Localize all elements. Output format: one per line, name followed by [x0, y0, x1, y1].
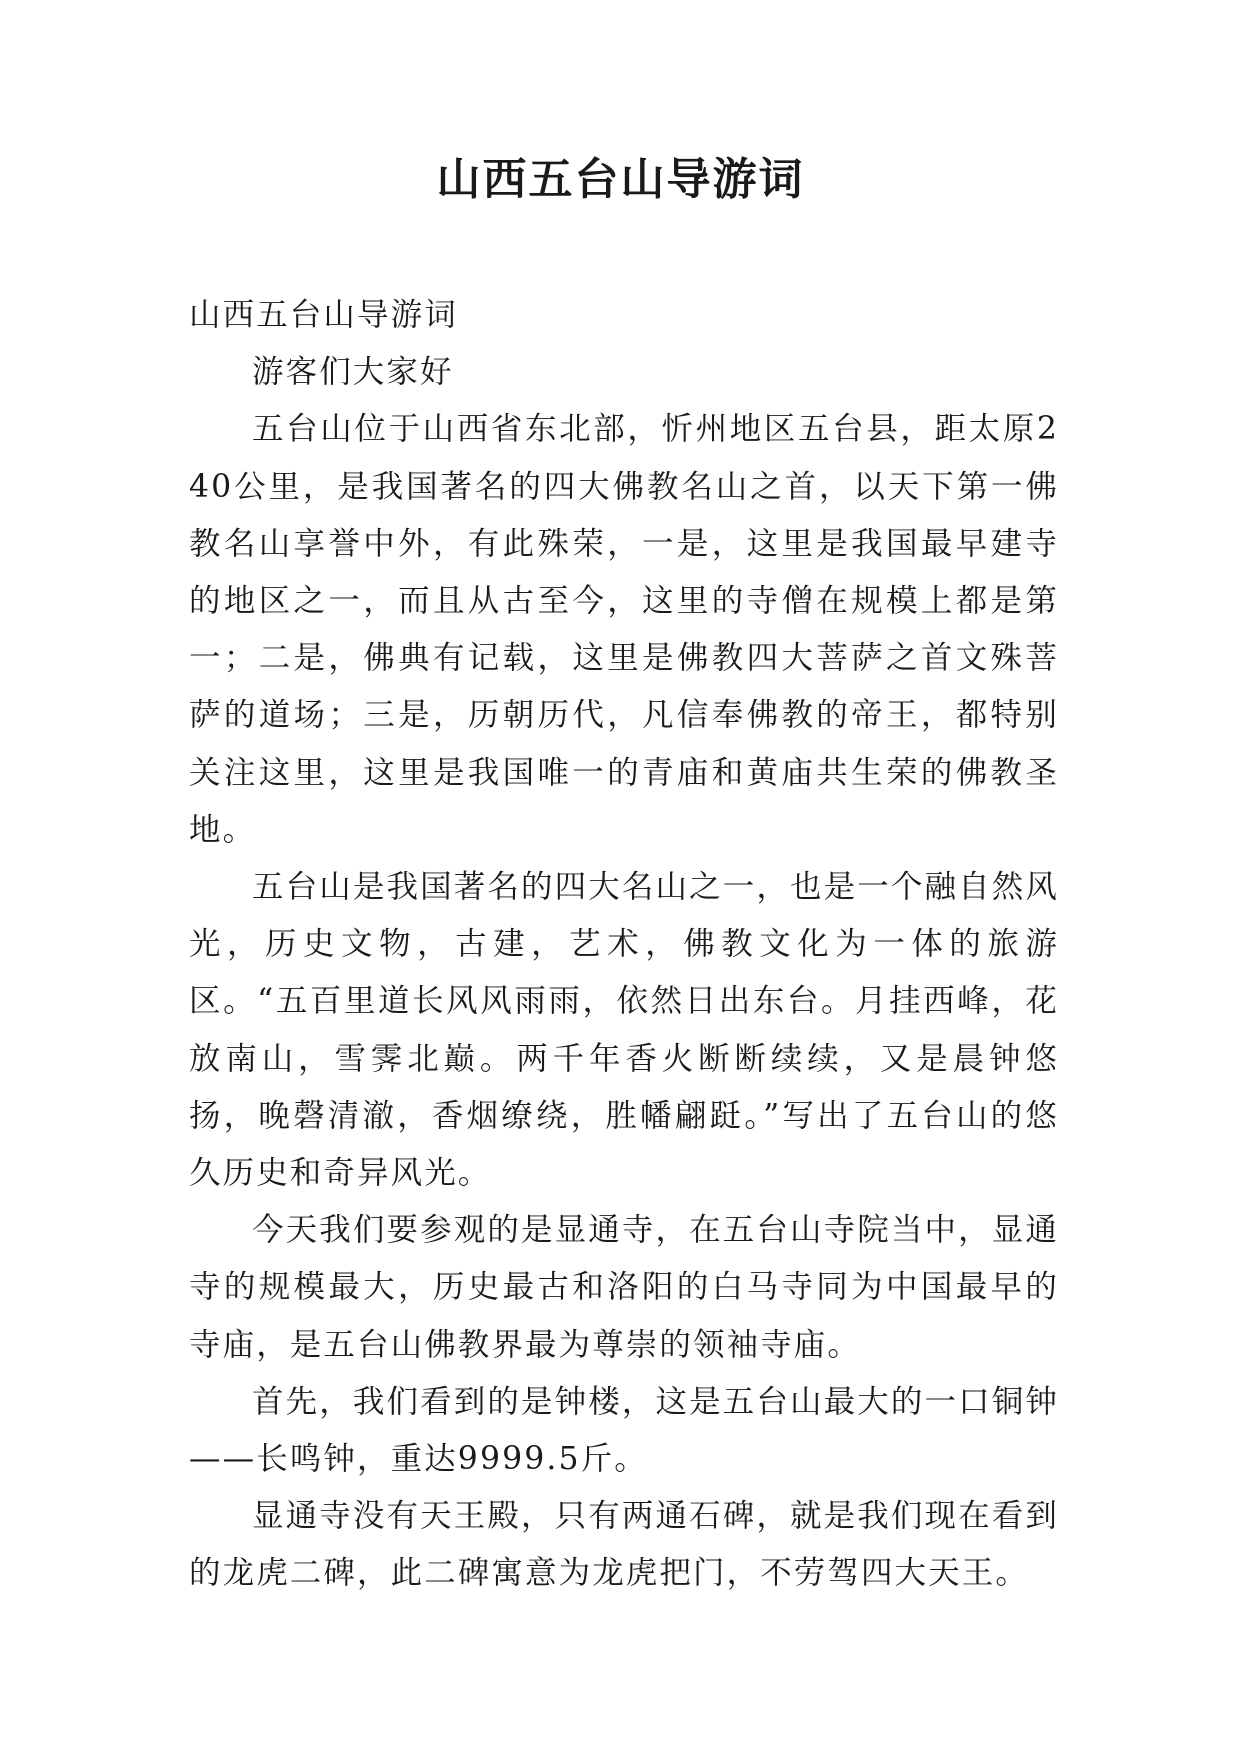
- paragraph-steles: 显通寺没有天王殿，只有两通石碑，就是我们现在看到的龙虎二碑，此二碑寓意为龙虎把门，不劳驾四大天王。: [189, 1498, 1059, 1592]
- paragraph-greeting: 游客们大家好: [252, 354, 454, 391]
- paragraph-intro: 五台山位于山西省东北部，忻州地区五台县，距太原240公里，是我国著名的四大佛教名山之首，以天下第一佛教名山享誉中外，有此殊荣，一是，这里是我国最早建寺的地区之一，而且从古至今，这里的寺僧在规模上都是第一；二是，佛典有记载，这里是佛教四大菩萨之首文殊菩萨的道场；三是，历朝历代，凡信奉佛教的帝王，都特别关注这里，这里是我国唯一的青庙和黄庙共生荣的佛教圣地。: [189, 411, 1059, 848]
- paragraph-scenery: 五台山是我国著名的四大名山之一，也是一个融自然风光，历史文物，古建，艺术，佛教文化为一体的旅游区。“五百里道长风风雨雨，依然日出东台。月挂西峰，花放南山，雪霁北巅。两千年香火断断续续，又是晨钟悠扬，晚磬清澈，香烟缭绕，胜幡翩跹。”写出了五台山的悠久历史和奇异风光。: [189, 869, 1059, 1192]
- paragraph-subtitle: 山西五台山导游词: [189, 297, 458, 333]
- document-title: 山西五台山导游词: [436, 154, 805, 205]
- paragraph-bell-tower: 首先，我们看到的是钟楼，这是五台山最大的一口铜钟——长鸣钟，重达9999.5斤。: [189, 1383, 1059, 1478]
- document-body: [189, 287, 1059, 1603]
- paragraph-xiantong-temple: 今天我们要参观的是显通寺，在五台山寺院当中，显通寺的规模最大，历史最古和洛阳的白马寺同为中国最早的寺庙，是五台山佛教界最为尊崇的领袖寺庙。: [189, 1212, 1059, 1363]
